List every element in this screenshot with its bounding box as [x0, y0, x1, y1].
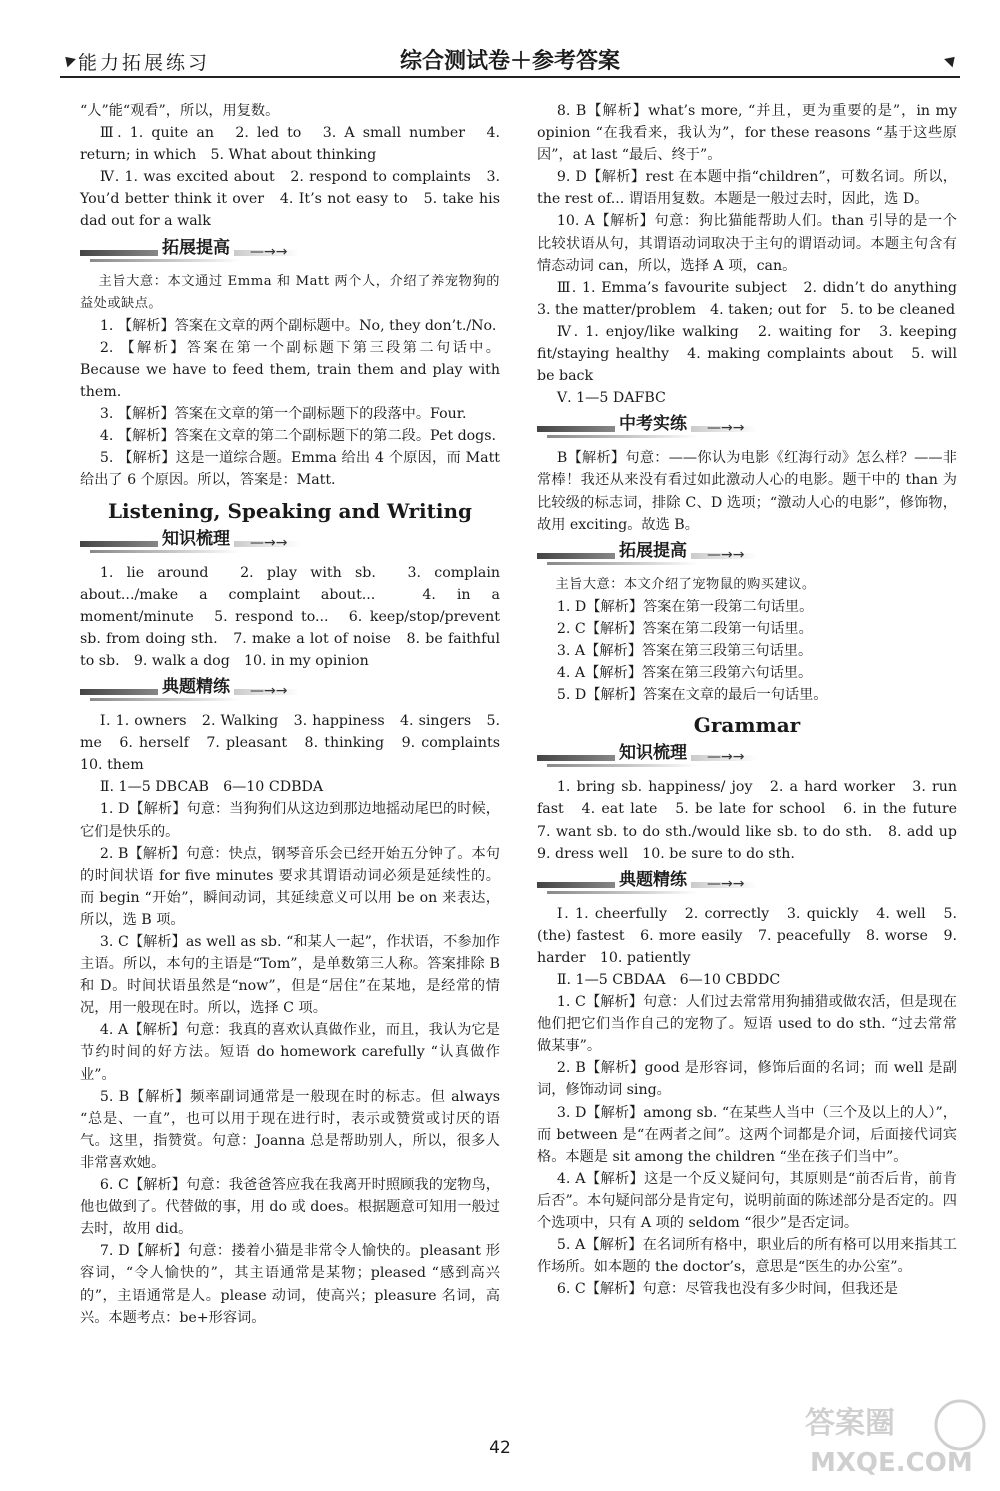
answer-paragraph: Ⅳ. 1. was excited about 2. respond to complaints 3. You’d better think it over 4. It’s not easy to 5. take his dad out for a walk — [80, 169, 500, 230]
arrow-icon: —→→ — [250, 683, 288, 700]
answer-paragraph: “人”能“观看”，所以，用复数。 — [80, 103, 280, 119]
answer-paragraph: 4. A【解析】句意：我真的喜欢认真做作业，而且，我认为它是节约时间的好方法。短语 do homework carefully “认真做作业”。 — [80, 1022, 500, 1083]
answer-paragraph: 2. B【解析】good 是形容词，修饰后面的名词；而 well 是副词，修饰动词 sing。 — [537, 1060, 957, 1099]
answer-paragraph: 9. D【解析】rest 在本题中指“children”，可数名词。所以，the rest of... 谓语用复数。本题是一般过去时，因此，选 D。 — [537, 169, 957, 208]
decorative-bar — [547, 891, 697, 894]
section-heading-text: 典题精练 — [615, 869, 691, 891]
answer-paragraph: Ⅲ. 1. Emma’s favourite subject 2. didn’t do anything 3. the matter/problem 4. taken; out for 5. to be cleaned — [537, 279, 972, 318]
section-heading-text: 中考实练 — [615, 413, 691, 435]
section-heading — [537, 538, 957, 572]
answer-paragraph: 3. A【解析】答案在第三段第三句话里。 — [556, 642, 813, 659]
answer-paragraph: 1. C【解析】句意：人们过去常常用狗捕猎或做农活，但是现在他们把它们当作自己的宠物了。短语 used to do sth. “过去常常做某事”。 — [537, 994, 957, 1055]
decorative-bar — [90, 550, 240, 553]
section-heading-text: 知识梳理 — [615, 742, 691, 764]
answer-paragraph: 1. 【解析】答案在文章的两个副标题中。No, they don’t./No. — [99, 317, 497, 334]
decorative-bar — [547, 435, 697, 438]
answer-paragraph: 5. 【解析】这是一道综合题。Emma 给出 4 个原因，而 Matt 给出了 6 个原因。所以，答案是：Matt. — [80, 450, 500, 489]
arrow-icon: —→→ — [707, 420, 745, 437]
decorative-bar — [547, 764, 697, 767]
section-heading — [80, 674, 500, 708]
section-heading — [537, 740, 957, 774]
answer-paragraph: 2. B【解析】句意：快点，钢琴音乐会已经开始五分钟了。本句的时间状语 for five minutes 要求其谓语动词必须是延续性的。而 begin “开始”，瞬间动词，其延续意义可以用 be on 来表达，所以，选 B 项。 — [80, 845, 500, 928]
answer-paragraph: 8. B【解析】what’s more, “并且，更为重要的是”，in my opinion “在我看来，我认为”，for these reasons “基于这些原因”，at last “最后、终于”。 — [537, 103, 957, 164]
answer-paragraph: 4. A【解析】这是一个反义疑问句，其原则是“前否后肯，前肯后否”。本句疑问部分是肯定句，说明前面的陈述部分是否定的。四个选项中，只有 A 项的 seldom “很少”是否定词。 — [537, 1170, 957, 1232]
answer-paragraph: Ⅱ. 1—5 DBCAB 6—10 CDBDA — [99, 779, 324, 796]
answer-paragraph: 6. C【解析】句意：尽管我也没有多少时间，但我还是 — [556, 1281, 898, 1298]
answer-paragraph: 1. lie around 2. play with sb. 3. complain about.../make a complaint about... 4. in a moment/minute 5. respond to... 6. keep/stop/prevent sb. from doing sth. 7. make a lot of noise 8. be faithful to sb. 9. walk a dog 10. in my opinion — [80, 564, 500, 669]
answer-paragraph: 4. A【解析】答案在第三段第六句话里。 — [556, 665, 813, 682]
svg-text:MXQE.COM: MXQE.COM — [810, 1448, 973, 1478]
section-title: 综合测试卷＋参考答案 — [399, 49, 620, 74]
answer-paragraph: Ⅰ. 1. owners 2. Walking 3. happiness 4. singers 5. me 6. herself 7. pleasant 8. thinking 9. complaints 10. them — [80, 713, 515, 774]
answer-paragraph: 5. A【解析】在名词所有格中，职业后的所有格可以用来指其工作场所。如本题的 the doctor’s，意思是“医生的办公室”。 — [537, 1237, 957, 1276]
answer-paragraph: 5. D【解析】答案在文章的最后一句话里。 — [556, 687, 828, 704]
section-heading — [537, 411, 957, 445]
answer-paragraph: 1. bring sb. happiness/ joy 2. a hard worker 3. run fast 4. eat late 5. be late for school 6. in the future 7. want sb. to do sth./would like sb. to do sth. 8. add up 9. dress well 10. be sure to do sth. — [537, 779, 972, 862]
page-number: 42 — [489, 1438, 511, 1458]
arrow-icon: —→→ — [250, 534, 288, 551]
decorative-bar — [547, 562, 697, 565]
answer-paragraph: 7. D【解析】句意：搂着小猫是非常令人愉快的。pleasant 形容词，“令人愉快的”，其主语通常是某物；pleased “感到高兴的”，主语通常是人。please 动词，使高兴；pleasure 名词，高兴。本题考点：be+形容词。 — [80, 1243, 500, 1326]
answer-paragraph: 3. C【解析】as well as sb. “和某人一起”，作状语，不参加作主语。所以，本句的主语是“Tom”，是单数第三人称。答案排除 B 和 D。时间状语虽然是“now”，但是“居住”在某地，是经常的情况，用一般现在时。所以，选择 C 项。 — [80, 934, 500, 1017]
decorative-bar — [90, 259, 240, 262]
unit-heading: Listening, Speaking and Writing — [107, 498, 473, 523]
answer-paragraph: Ⅳ. 1. enjoy/like walking 2. waiting for 3. keeping fit/staying healthy 4. making complaints about 5. will be back — [537, 323, 957, 385]
answer-paragraph: B【解析】句意：——你认为电影《红海行动》怎么样？——非常棒！我还从来没有看过如此激动人心的电影。题干中的 than 为比较级的标志词，排除 C、D 选项；“激动人心的电影”，修饰物，故用 exciting。故选 B。 — [537, 450, 957, 533]
unit-heading: Grammar — [693, 713, 801, 738]
section-heading-text: 典题精练 — [158, 676, 234, 698]
summary-text: 主旨大意：本文介绍了宠物鼠的购买建议。 — [555, 576, 816, 592]
answer-paragraph: 1. D【解析】答案在第一段第二句话里。 — [556, 598, 814, 615]
section-heading — [80, 526, 500, 560]
answer-paragraph: Ⅲ. 1. quite an 2. led to 3. A small number 4. return; in which 5. What about thinking — [80, 125, 500, 164]
section-heading — [80, 235, 500, 269]
watermark-logo — [800, 1395, 990, 1480]
answer-paragraph: Ⅴ. 1—5 DAFBC — [556, 390, 666, 407]
right-column — [537, 100, 972, 1300]
answer-paragraph: 10. A【解析】句意：狗比猫能帮助人们。than 引导的是一个比较状语从句，其谓语动词取决于主句的谓语动词。本题主句含有情态动词 can，所以，选择 A 项，can。 — [537, 213, 957, 274]
answer-paragraph: Ⅰ. 1. cheerfully 2. correctly 3. quickly 4. well 5. (the) fastest 6. more easily 7. peacefully 8. worse 9. harder 10. patiently — [537, 905, 957, 966]
arrow-icon: —→→ — [707, 875, 745, 892]
summary-text: 主旨大意：本文通过 Emma 和 Matt 两个人，介绍了养宠物狗的益处或缺点。 — [80, 273, 500, 311]
arrow-icon: —→→ — [250, 243, 288, 260]
answer-paragraph: 3. 【解析】答案在文章的第一个副标题下的段落中。Four. — [99, 406, 467, 423]
section-heading-text: 拓展提高 — [158, 237, 234, 259]
left-column — [80, 100, 515, 1329]
arrow-icon: —→→ — [707, 546, 745, 563]
answer-paragraph: 1. D【解析】句意：当狗狗们从这边到那边地摇动尾巴的时候，它们是快乐的。 — [80, 801, 500, 840]
section-heading-text: 拓展提高 — [615, 540, 691, 562]
section-heading-text: 知识梳理 — [158, 528, 234, 550]
answer-paragraph: 3. D【解析】among sb. “在某些人当中（三个及以上的人）”，而 between 是“在两者之间”。这两个词都是介词，后面接代词宾格。本题是 sit among the children “坐在孩子们当中”。 — [537, 1104, 957, 1165]
answer-paragraph: 6. C【解析】句意：我爸爸答应我在我离开时照顾我的宠物鸟，他也做到了。代替做的事，用 do 或 does。根据题意可知用一般过去时，故用 did。 — [80, 1177, 500, 1238]
arrow-icon: —→→ — [707, 749, 745, 766]
book-series-title: 能力拓展练习 — [78, 52, 211, 74]
answer-paragraph: 2. C【解析】答案在第二段第一句话里。 — [556, 620, 813, 637]
decorative-bar — [90, 698, 240, 701]
answer-paragraph: Ⅱ. 1—5 CBDAA 6—10 CBDDC — [556, 972, 781, 988]
answer-paragraph: 4. 【解析】答案在文章的第二个副标题下的第二段。Pet dogs. — [99, 428, 497, 445]
section-heading — [537, 867, 957, 901]
svg-text:答案圈: 答案圈 — [805, 1406, 895, 1441]
answer-paragraph: 5. B【解析】频率副词通常是一般现在时的标志。但 always “总是、一直”，也可以用于现在进行时，表示或赞赏或讨厌的语气。这里，指赞赏。句意：Joanna 总是帮助别人，所以，很多人非常喜欢她。 — [80, 1088, 500, 1171]
page-header — [60, 40, 960, 78]
answer-paragraph: 2. 【解析】答案在第一个副标题下第三段第二句话中。Because we have to feed them, train them and play with them. — [80, 339, 500, 401]
